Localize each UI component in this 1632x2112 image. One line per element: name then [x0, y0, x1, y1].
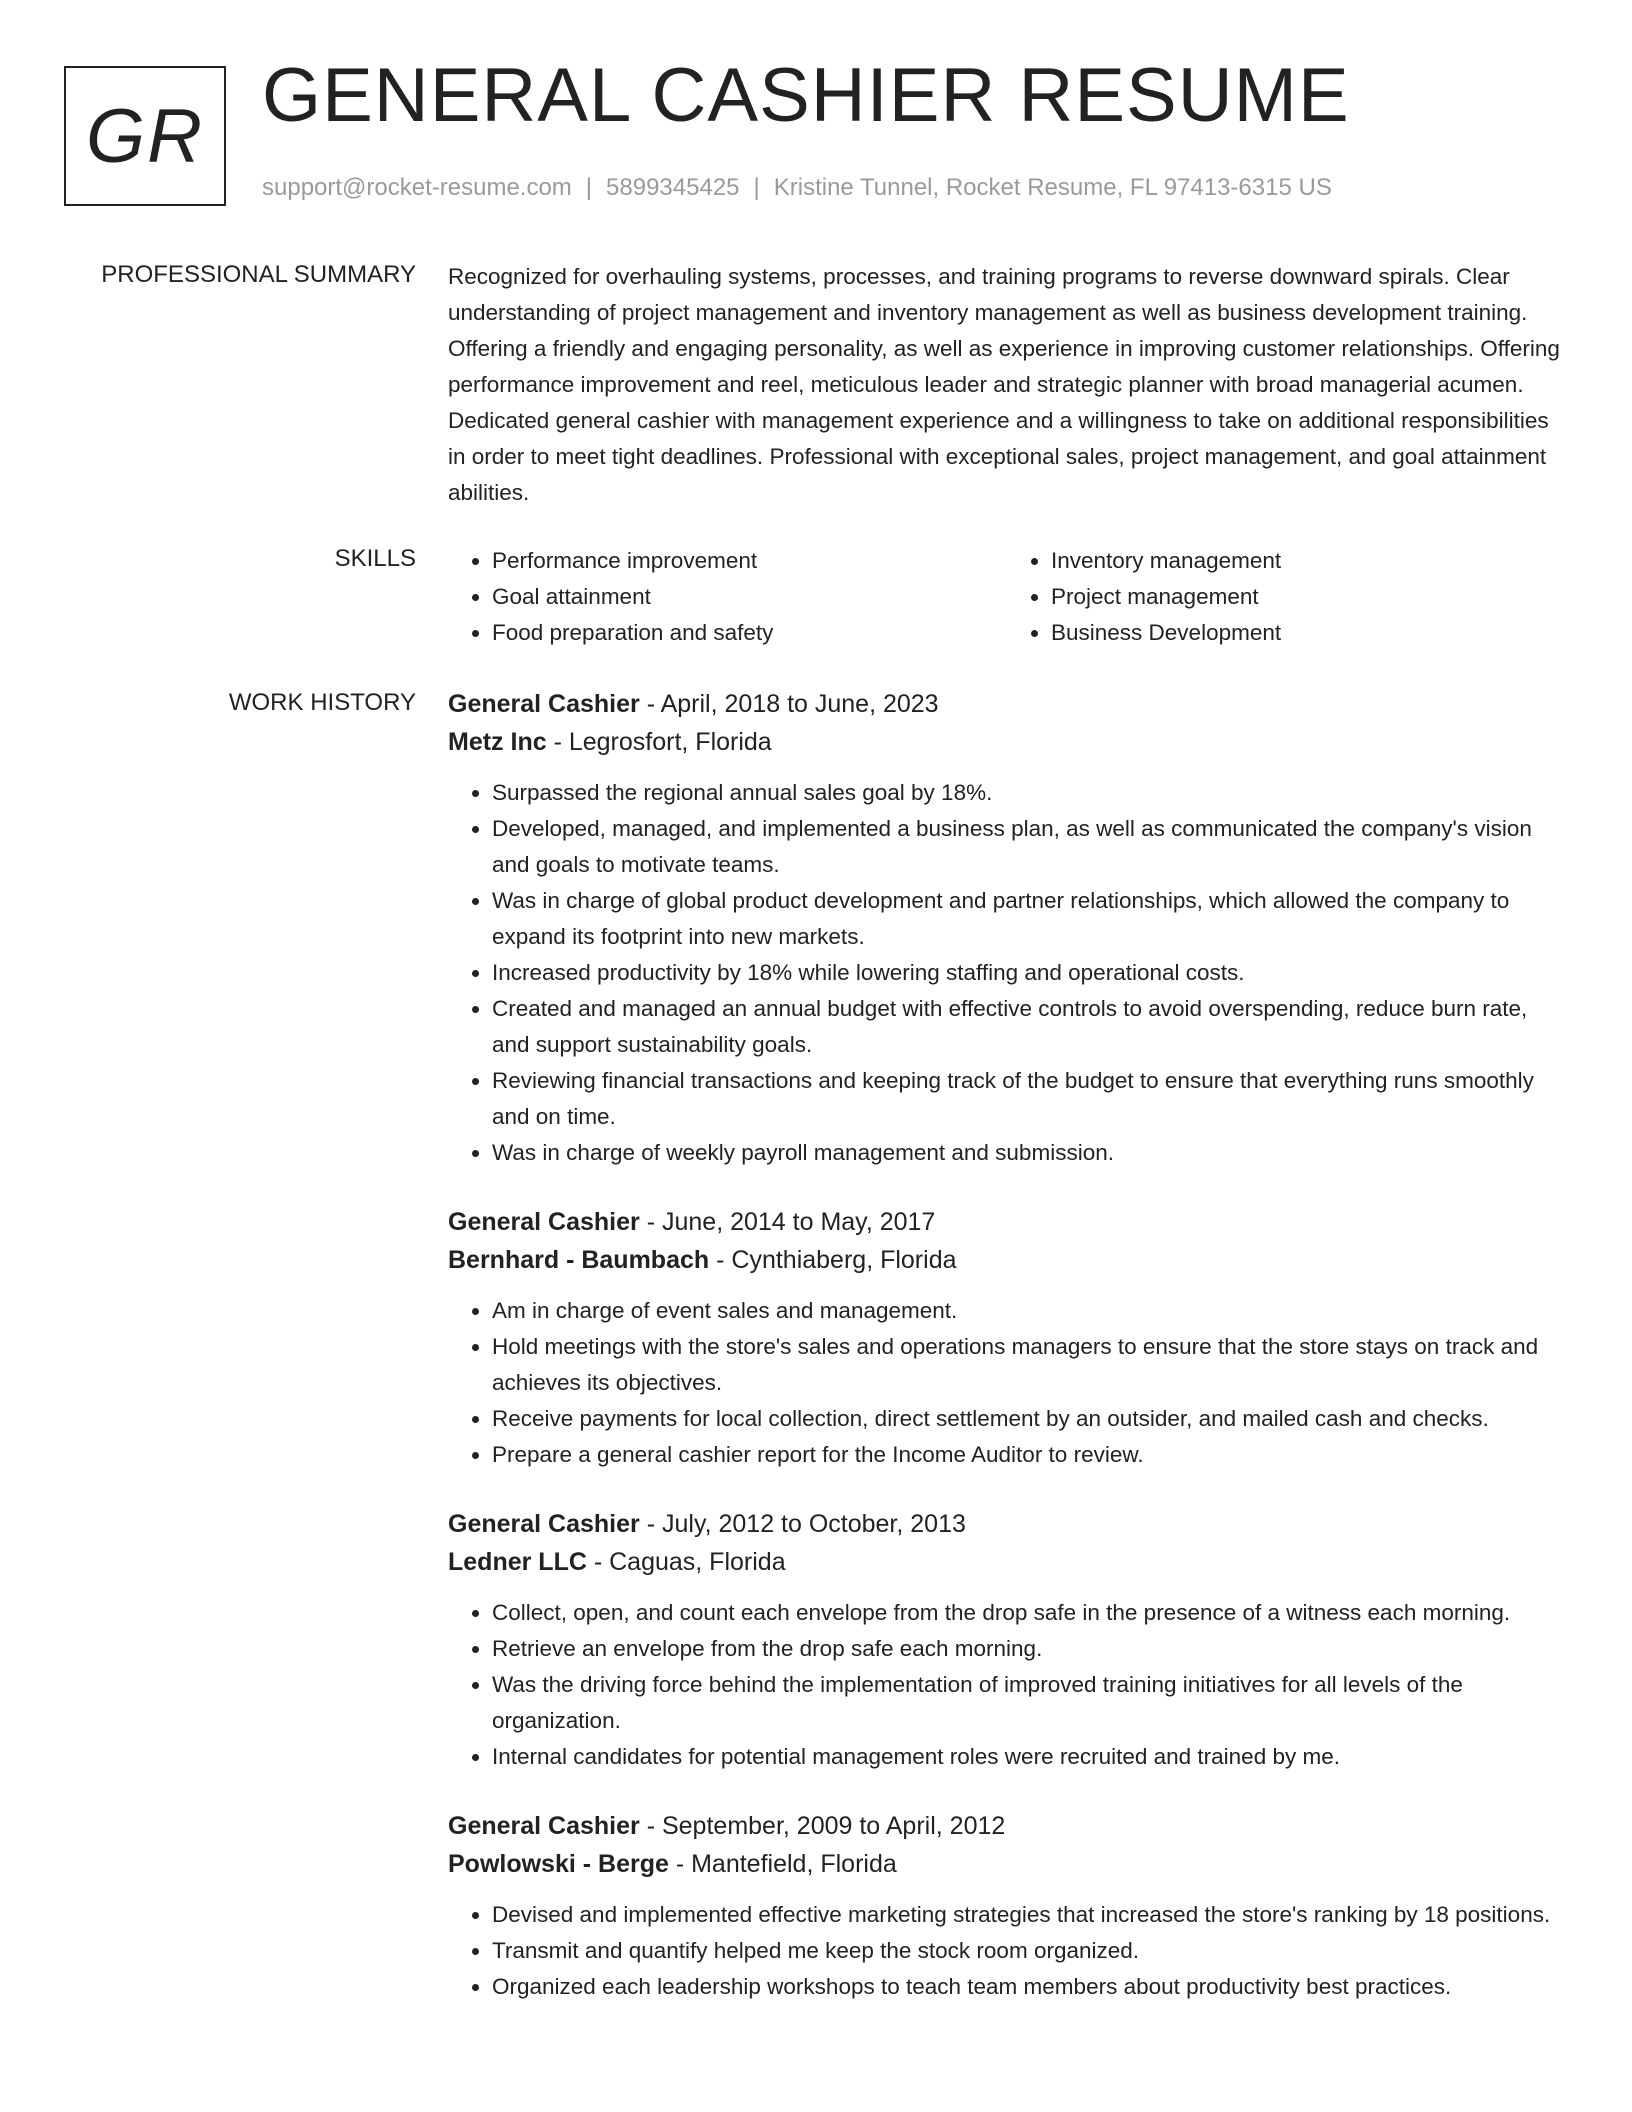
job-bullets [448, 1595, 1566, 1775]
contact-phone: 5899345425 [606, 174, 740, 201]
job-location: - Caguas, Florida [586, 1548, 786, 1576]
skill-item: • Business Development [1051, 615, 1566, 651]
job-company-line [448, 1241, 1566, 1279]
contact-separator: | [585, 174, 593, 201]
job-location: - Mantefield, Florida [668, 1850, 897, 1878]
contact-line [262, 174, 1332, 202]
job-bullet: • Hold meetings with the store's sales and operations managers to ensure that the store stays on track and achieves its objectives. [492, 1329, 1566, 1401]
summary-text: Recognized for overhauling systems, processes, and training programs to reverse downward spirals. Clear understanding of project management and inventory management as well as business development training. Offering a friendly and engaging personality, as well as experience in improving customer relationships. Offering performance improvement and reel, meticulous leader and strategic planner with broad managerial acumen. Dedicated general cashier with management experience and a willingness to take on additional responsibilities in order to meet tight deadlines. Professional with exceptional sales, project management, and goal attainment abilities. [448, 264, 1560, 505]
job-bullet: • Reviewing financial transactions and keeping track of the budget to ensure that everything runs smoothly and on time. [492, 1063, 1566, 1135]
job-bullet: • Was in charge of weekly payroll management and submission. [492, 1135, 1566, 1171]
contact-address: Kristine Tunnel, Rocket Resume, FL 97413-6315 US [773, 174, 1332, 201]
job-company: Ledner LLC [448, 1548, 587, 1576]
contact-separator: | [753, 174, 760, 201]
summary-section [448, 259, 1566, 511]
job-bullet: • Prepare a general cashier report for the Income Auditor to review. [492, 1437, 1566, 1473]
job-bullet: • Transmit and quantify helped me keep the stock room organized. [492, 1933, 1566, 1969]
job-bullets [448, 1897, 1566, 2005]
skill-item: • Food preparation and safety [492, 615, 1007, 651]
job-bullet: • Organized each leadership workshops to teach team members about productivity best practices. [492, 1969, 1566, 2005]
job-bullet: • Increased productivity by 18% while lowering staffing and operational costs. [492, 955, 1566, 991]
job-bullet: • Developed, managed, and implemented a business plan, as well as communicated the company's vision and goals to motivate teams. [492, 811, 1566, 883]
job-title: General Cashier [448, 1208, 640, 1236]
job-bullet: • Internal candidates for potential management roles were recruited and trained by me. [492, 1739, 1566, 1775]
job-entry [448, 1505, 1566, 1775]
work-history-section [448, 685, 1566, 2037]
skill-item: • Performance improvement [492, 543, 1007, 579]
job-title: General Cashier [448, 690, 640, 718]
job-entry [448, 1203, 1566, 1473]
job-title-line [448, 685, 1566, 723]
job-bullet: • Created and managed an annual budget with effective controls to avoid overspending, reduce burn rate, and support sustainability goals. [492, 991, 1566, 1063]
job-bullet: • Am in charge of event sales and management. [492, 1293, 1566, 1329]
skill-item: • Goal attainment [492, 579, 1007, 615]
monogram-logo: GR [64, 66, 226, 206]
section-label-work-history: WORK HISTORY [228, 689, 416, 716]
skills-list-left [448, 543, 1007, 651]
job-bullets [448, 1293, 1566, 1473]
job-title-line [448, 1807, 1566, 1845]
job-company-line [448, 1543, 1566, 1581]
job-bullet: • Receive payments for local collection, direct settlement by an outsider, and mailed cash and checks. [492, 1401, 1566, 1437]
page-title: GENERAL CASHIER RESUME [262, 53, 1350, 138]
job-entry [448, 1807, 1566, 2005]
job-company: Powlowski - Berge [448, 1850, 669, 1878]
job-company-line [448, 1845, 1566, 1883]
contact-email: support@rocket-resume.com [262, 174, 572, 201]
job-bullets [448, 775, 1566, 1171]
job-location: - Cynthiaberg, Florida [709, 1246, 957, 1274]
skills-section [448, 543, 1566, 651]
job-dates: - April, 2018 to June, 2023 [639, 690, 939, 718]
job-bullet: • Collect, open, and count each envelope from the drop safe in the presence of a witness each morning. [492, 1595, 1566, 1631]
job-bullet: • Retrieve an envelope from the drop safe each morning. [492, 1631, 1566, 1667]
section-label-skills: SKILLS [334, 545, 416, 572]
skills-list-right [1007, 543, 1566, 651]
job-title-line [448, 1505, 1566, 1543]
skills-grid [448, 543, 1566, 651]
skill-item: • Project management [1051, 579, 1566, 615]
job-bullet: • Devised and implemented effective marketing strategies that increased the store's ranking by 18 positions. [492, 1897, 1566, 1933]
job-company: Bernhard - Baumbach [448, 1246, 710, 1274]
job-company-line [448, 723, 1566, 761]
skill-item: • Inventory management [1051, 543, 1566, 579]
job-bullet: • Was in charge of global product development and partner relationships, which allowed the company to expand its footprint into new markets. [492, 883, 1566, 955]
job-bullet: • Was the driving force behind the implementation of improved training initiatives for all levels of the organization. [492, 1667, 1566, 1739]
job-company: Metz Inc [448, 728, 547, 756]
job-bullet: • Surpassed the regional annual sales goal by 18%. [492, 775, 1566, 811]
section-label-summary: PROFESSIONAL SUMMARY [101, 261, 416, 288]
job-dates: - July, 2012 to October, 2013 [639, 1510, 966, 1538]
job-entry [448, 685, 1566, 1171]
job-title: General Cashier [448, 1812, 640, 1840]
job-title-line [448, 1203, 1566, 1241]
job-location: - Legrosfort, Florida [546, 728, 772, 756]
job-title: General Cashier [448, 1510, 640, 1538]
job-dates: - September, 2009 to April, 2012 [639, 1812, 1006, 1840]
job-dates: - June, 2014 to May, 2017 [639, 1208, 936, 1236]
